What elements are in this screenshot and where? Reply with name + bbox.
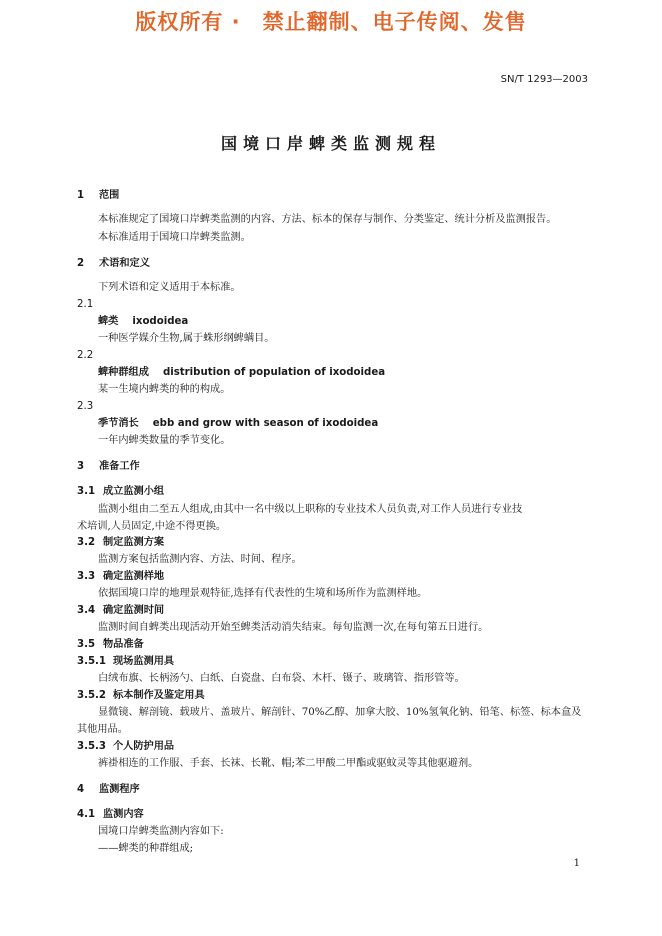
section-1-paragraph-1: 本标准规定了国境口岸蜱类监测的内容、方法、标本的保存与制作、分类鉴定、统计分析及监测报告。 bbox=[98, 214, 557, 225]
section-3-5-1-paragraph: 白绒布旗、长柄汤勺、白纸、白瓷盘、白布袋、木杆、镊子、玻璃管、指形管等。 bbox=[98, 673, 465, 684]
section-2-paragraph: 下列术语和定义适用于本标准。 bbox=[98, 282, 241, 293]
section-4-heading: 4 监测程序 bbox=[77, 784, 140, 795]
term-2-1-number: 2.1 bbox=[77, 299, 94, 310]
term-2-2: 蜱种群组成 distribution of population of ixodoidea bbox=[98, 367, 386, 378]
section-2-heading: 2 术语和定义 bbox=[77, 258, 150, 269]
term-2-2-number: 2.2 bbox=[77, 350, 94, 361]
section-3-1-heading: 3.1 成立监测小组 bbox=[77, 486, 165, 497]
term-2-1: 蜱类 ixodoidea bbox=[98, 316, 189, 327]
section-3-3-paragraph: 依据国境口岸的地理景观特征,选择有代表性的生境和场所作为监测样地。 bbox=[98, 588, 428, 599]
term-2-2-definition: 某一生境内蜱类的种的构成。 bbox=[98, 384, 231, 395]
section-4-1-list-item: ——蜱类的种群组成; bbox=[98, 843, 194, 854]
section-3-5-2-paragraph-1: 显微镜、解剖镜、载玻片、盖玻片、解剖针、70%乙醇、加拿大胶、10%氢氧化钠、铅笔、标签、标本盒及 bbox=[98, 707, 582, 718]
section-1-paragraph-2: 本标准适用于国境口岸蜱类监测。 bbox=[98, 232, 251, 243]
document-title: 国境口岸蜱类监测规程 bbox=[220, 134, 441, 153]
section-3-4-paragraph: 监测时间自蜱类出现活动开始至蜱类活动消失结束。每旬监测一次,在每旬第五日进行。 bbox=[98, 622, 489, 633]
page-number: 1 bbox=[573, 858, 580, 869]
section-3-5-3-heading: 3.5.3 个人防护用品 bbox=[77, 741, 175, 752]
section-3-heading: 3 准备工作 bbox=[77, 461, 140, 472]
term-2-3-definition: 一年内蜱类数量的季节变化。 bbox=[98, 435, 231, 446]
term-2-1-definition: 一种医学媒介生物,属于蛛形纲蜱螨目。 bbox=[98, 333, 275, 344]
section-4-1-paragraph: 国境口岸蜱类监测内容如下: bbox=[98, 826, 224, 837]
section-3-5-3-paragraph: 裤褂相连的工作服、手套、长袜、长靴、帽;苯二甲酸二甲酯或驱蚊灵等其他驱避剂。 bbox=[98, 758, 479, 769]
section-3-4-heading: 3.4 确定监测时间 bbox=[77, 605, 165, 616]
section-3-5-1-heading: 3.5.1 现场监测用具 bbox=[77, 656, 175, 667]
term-2-3: 季节消长 ebb and grow with season of ixodoidea bbox=[98, 418, 379, 429]
standard-code: SN/T 1293—2003 bbox=[500, 74, 588, 85]
section-3-2-heading: 3.2 制定监测方案 bbox=[77, 537, 165, 548]
section-1-heading: 1 范围 bbox=[77, 190, 120, 201]
section-3-5-2-heading: 3.5.2 标本制作及鉴定用具 bbox=[77, 690, 205, 701]
section-3-3-heading: 3.3 确定监测样地 bbox=[77, 571, 165, 582]
section-3-1-paragraph-1: 监测小组由二至五人组成,由其中一名中级以上职称的专业技术人员负责,对工作人员进行专业技 bbox=[98, 504, 523, 515]
section-3-5-2-paragraph-2: 其他用品。 bbox=[77, 724, 128, 735]
section-3-2-paragraph: 监测方案包括监测内容、方法、时间、程序。 bbox=[98, 554, 302, 565]
section-3-5-heading: 3.5 物品准备 bbox=[77, 639, 144, 650]
section-4-1-heading: 4.1 监测内容 bbox=[77, 809, 144, 820]
section-3-1-paragraph-2: 术培训,人员固定,中途不得更换。 bbox=[77, 521, 227, 532]
term-2-3-number: 2.3 bbox=[77, 401, 94, 412]
copyright-watermark: 版权所有 · 禁止翻制、电子传阅、发售 bbox=[135, 10, 527, 34]
